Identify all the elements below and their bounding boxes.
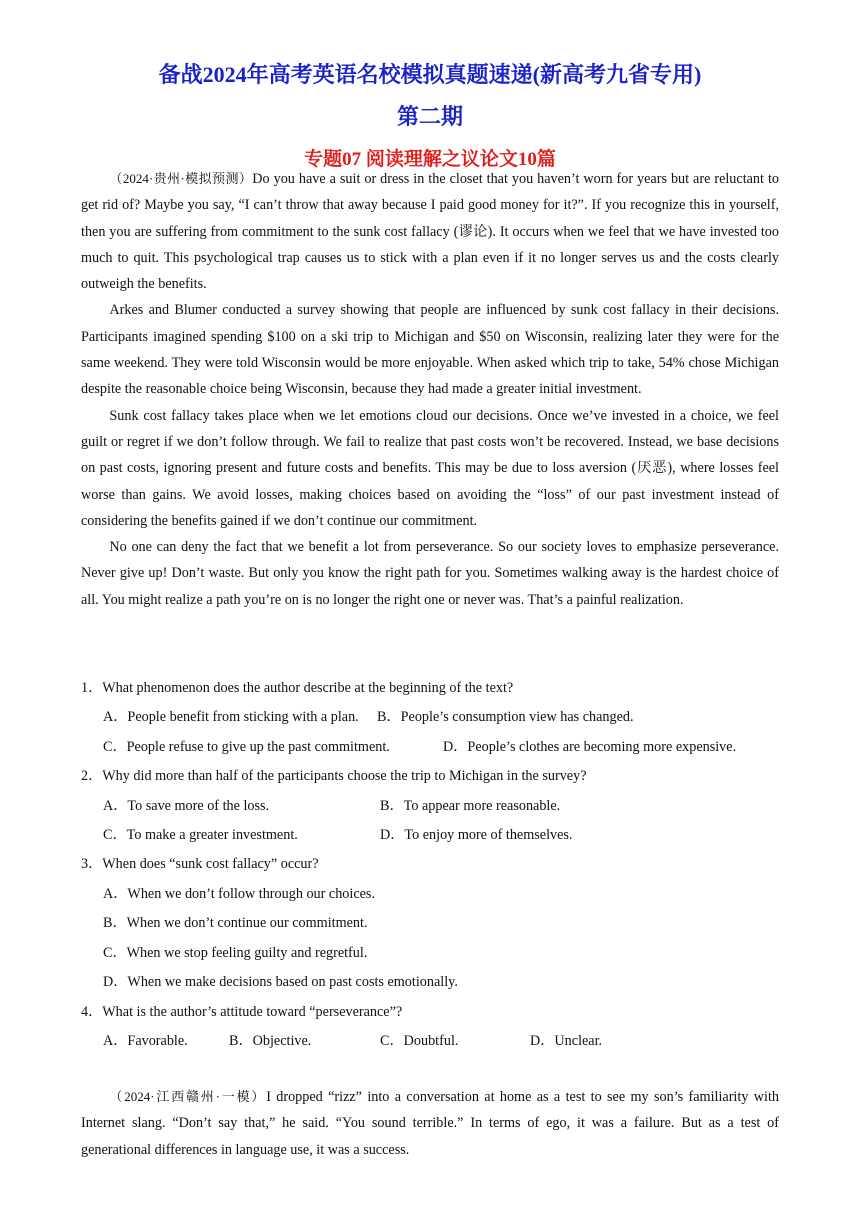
question-1-option-d: D．People’s clothes are becoming more expensive.	[443, 739, 737, 755]
passage-2-source: （2024·江西赣州·一模）	[109, 1089, 267, 1104]
passage-1-paragraph-3: Sunk cost fallacy takes place when we let emotions cloud our decisions. Once we’ve invested in a choice, we feel guilt or regret if we don’t follow through. We fail to realize that past costs won’t be recovered. Instead, we base decisions on past costs, ignoring present and future costs and benefits. This may be due to loss aversion (厌恶), where losses feel worse than gains. We avoid losses, making choices based on avoiding the “loss” of our past investment instead of considering the benefits gained if we don’t continue our commitment.	[81, 407, 779, 529]
question-2-option-b: B．To appear more reasonable.	[380, 798, 561, 814]
question-1-option-c: C．People refuse to give up the past commitment.	[103, 739, 390, 755]
question-1-option-b: B．People’s consumption view has changed.	[377, 709, 634, 725]
passage-1-paragraph-4: No one can deny the fact that we benefit a lot from perseverance. So our society loves to emphasize perseverance. Never give up! Don’t waste. But only you know the right path for you. Sometimes walking away is the hardest choice of all. You might realize a path you’re on is no longer the right one or never was. That’s a painful realization.	[81, 539, 779, 608]
question-3-option-b: B．When we don’t continue our commitment.	[103, 915, 368, 931]
passage-1-paragraph-1	[81, 166, 779, 297]
question-2-option-c: C．To make a greater investment.	[103, 827, 298, 843]
question-1-stem: 1．What phenomenon does the author describe at the beginning of the text?	[81, 680, 514, 696]
topic-title: 专题07 阅读理解之议论文10篇	[304, 149, 556, 170]
passage-1-paragraph-2: Arkes and Blumer conducted a survey showing that people are influenced by sunk cost fallacy in their decisions. Participants imagined spending $100 on a ski trip to Michigan and $50 on Wisconsin, realizing later they were for the same weekend. They were told Wisconsin would be more enjoyable. When asked which trip to take, 54% chose Michigan despite the reasonable choice being Wisconsin, because they had made a greater initial investment.	[81, 302, 779, 398]
question-1-option-a: A．People benefit from sticking with a plan.	[103, 709, 359, 725]
question-2-stem: 2．Why did more than half of the participants choose the trip to Michigan in the survey?	[81, 768, 587, 784]
passage-2	[81, 1084, 779, 1163]
question-3-option-a: A．When we don’t follow through our choices.	[103, 886, 376, 902]
question-4-option-a: A．Favorable.	[103, 1033, 188, 1049]
document-title: 备战2024年高考英语名校模拟真题速递(新高考九省专用)	[158, 62, 702, 87]
passage-1-source: （2024·贵州·模拟预测）	[109, 171, 253, 186]
question-4-option-b: B．Objective.	[229, 1033, 312, 1049]
question-3-stem: 3．When does “sunk cost fallacy” occur?	[81, 856, 319, 872]
question-3-option-d: D．When we make decisions based on past costs emotionally.	[103, 974, 458, 990]
question-2-option-d: D．To enjoy more of themselves.	[380, 827, 573, 843]
passage-2-paragraph-1-text: I dropped “rizz” into a conversation at home as a test to see my son’s familiarity with Internet slang. “Don’t say that,” he said. “You sound terrible.” In terms of ego, it was a failure. But as a test of generational differences in language use, it was a success.	[81, 1089, 779, 1158]
passage-1	[81, 166, 779, 613]
passage-2-paragraph-1	[81, 1084, 779, 1163]
question-3-option-c: C．When we stop feeling guilty and regretful.	[103, 945, 368, 961]
question-2-option-a: A．To save more of the loss.	[103, 798, 270, 814]
question-4-stem: 4．What is the author’s attitude toward “perseverance”?	[81, 1004, 403, 1020]
passage-1-paragraph-1-text: Do you have a suit or dress in the closet that you haven’t worn for years but are reluctant to get rid of? Maybe you say, “I can’t throw that away because I paid good money for it?”. If you recognize this in yourself, then you are suffering from commitment to the sunk cost fallacy (谬论). It occurs when we feel that we have invested too much to quit. This psychological trap causes us to stick with a plan even if it no longer serves us and the costs clearly outweigh the benefits.	[81, 171, 779, 293]
issue-title: 第二期	[396, 104, 463, 129]
question-4-option-c: C．Doubtful.	[380, 1033, 459, 1049]
question-4-option-d: D．Unclear.	[530, 1033, 603, 1049]
